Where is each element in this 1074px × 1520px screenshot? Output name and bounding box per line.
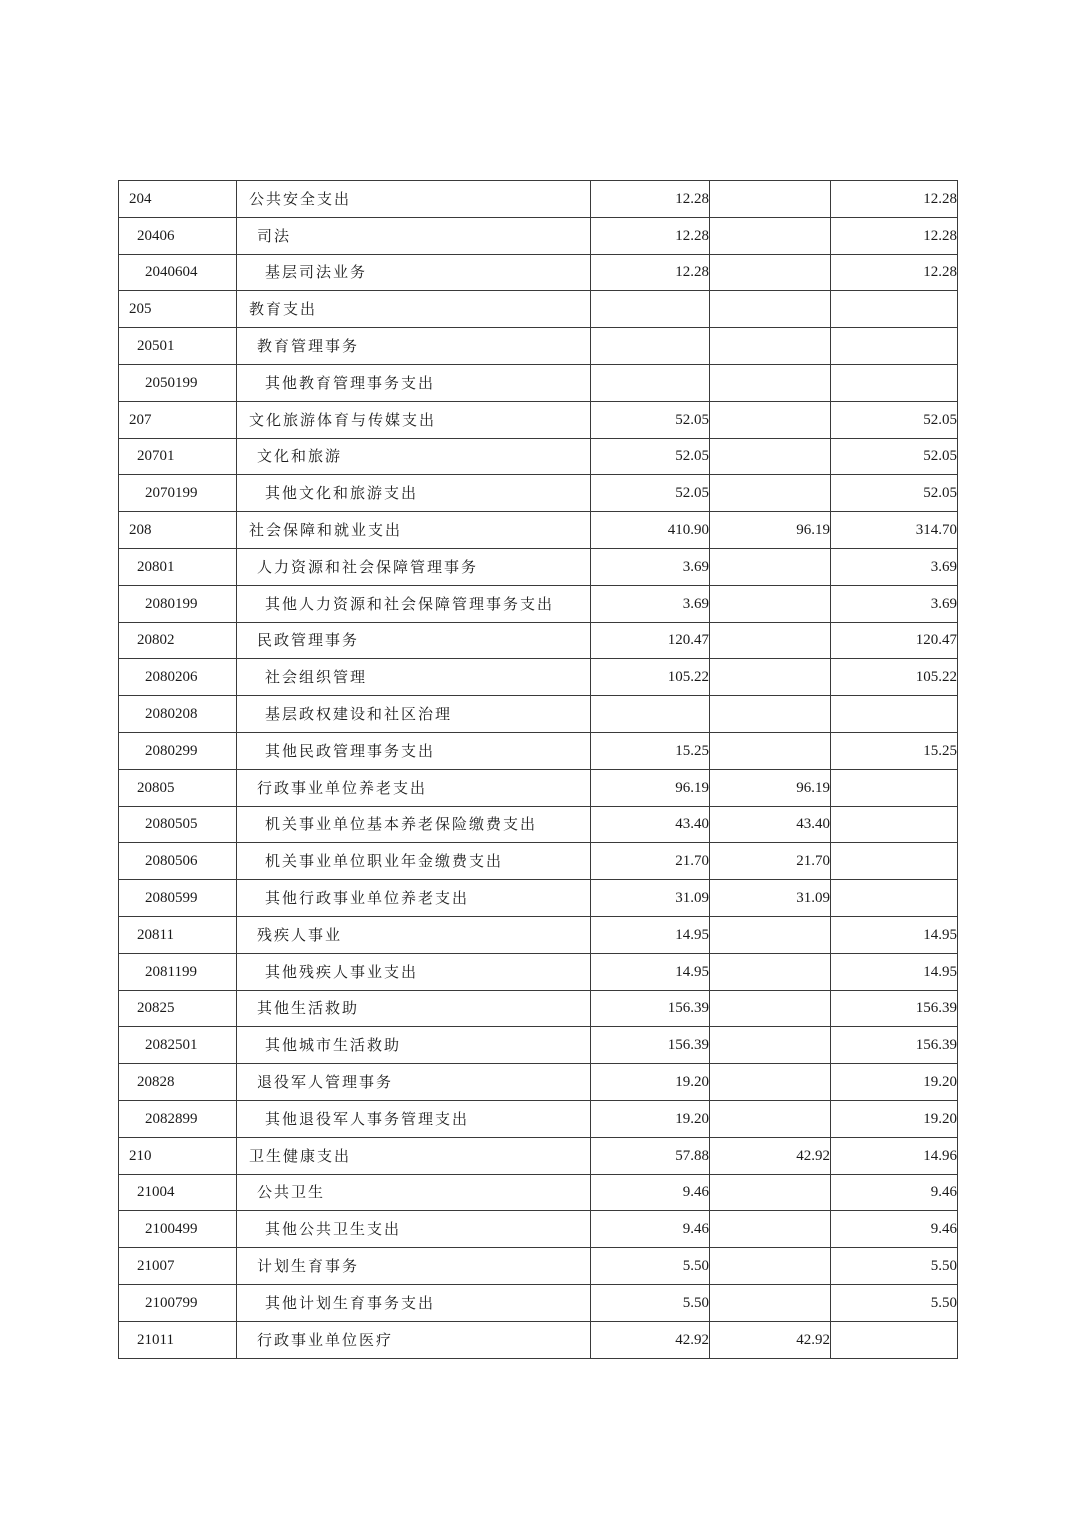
table-row [119,769,958,806]
amount-cell-2 [710,364,831,401]
subject-code-cell: 20828 [119,1064,237,1101]
amount-cell-2 [710,1064,831,1101]
subject-name-cell: 其他民政管理事务支出 [237,732,591,769]
subject-name-cell: 司法 [237,217,591,254]
amount-cell-1: 14.95 [591,953,710,990]
table-row [119,622,958,659]
subject-code-cell: 210 [119,1137,237,1174]
amount-cell-1: 12.28 [591,181,710,218]
subject-code-cell: 2080505 [119,806,237,843]
subject-name-cell: 公共安全支出 [237,181,591,218]
amount-cell-1: 19.20 [591,1064,710,1101]
subject-code-cell: 2081199 [119,953,237,990]
subject-name-cell: 其他公共卫生支出 [237,1211,591,1248]
amount-cell-2 [710,732,831,769]
amount-cell-3: 156.39 [831,1027,958,1064]
subject-name-cell: 社会组织管理 [237,659,591,696]
amount-cell-1: 52.05 [591,438,710,475]
amount-cell-2: 96.19 [710,769,831,806]
table-row [119,659,958,696]
amount-cell-2 [710,990,831,1027]
amount-cell-3 [831,1321,958,1358]
subject-code-cell: 207 [119,401,237,438]
amount-cell-3 [831,328,958,365]
amount-cell-1: 52.05 [591,401,710,438]
amount-cell-3: 105.22 [831,659,958,696]
table-row [119,696,958,733]
subject-code-cell: 20406 [119,217,237,254]
amount-cell-1: 19.20 [591,1100,710,1137]
amount-cell-3: 14.95 [831,953,958,990]
subject-name-cell: 其他残疾人事业支出 [237,953,591,990]
amount-cell-2 [710,1248,831,1285]
table-row [119,181,958,218]
subject-name-cell: 教育管理事务 [237,328,591,365]
subject-name-cell: 文化旅游体育与传媒支出 [237,401,591,438]
table-row [119,916,958,953]
amount-cell-3: 12.28 [831,254,958,291]
table-row [119,732,958,769]
amount-cell-2 [710,1027,831,1064]
amount-cell-3: 5.50 [831,1248,958,1285]
table-row [119,1321,958,1358]
amount-cell-2 [710,548,831,585]
amount-cell-2: 96.19 [710,512,831,549]
amount-cell-2 [710,438,831,475]
amount-cell-1: 156.39 [591,990,710,1027]
amount-cell-2: 42.92 [710,1137,831,1174]
amount-cell-2 [710,475,831,512]
subject-name-cell: 其他退役军人事务管理支出 [237,1100,591,1137]
amount-cell-3 [831,696,958,733]
amount-cell-3: 14.95 [831,916,958,953]
amount-cell-3 [831,291,958,328]
subject-name-cell: 其他城市生活救助 [237,1027,591,1064]
amount-cell-2 [710,1174,831,1211]
table-row [119,512,958,549]
amount-cell-1: 15.25 [591,732,710,769]
amount-cell-3: 314.70 [831,512,958,549]
amount-cell-1 [591,291,710,328]
amount-cell-3: 12.28 [831,217,958,254]
table-row [119,438,958,475]
table-row [119,585,958,622]
table-row [119,1100,958,1137]
subject-code-cell: 20805 [119,769,237,806]
amount-cell-1: 14.95 [591,916,710,953]
table-row [119,1211,958,1248]
amount-cell-3 [831,769,958,806]
table-row [119,880,958,917]
amount-cell-2 [710,916,831,953]
subject-code-cell: 2080208 [119,696,237,733]
amount-cell-1: 9.46 [591,1211,710,1248]
subject-name-cell: 其他计划生育事务支出 [237,1284,591,1321]
table-row [119,1174,958,1211]
amount-cell-1: 52.05 [591,475,710,512]
amount-cell-1: 3.69 [591,548,710,585]
amount-cell-2 [710,659,831,696]
expenditure-table-body [119,181,958,1359]
amount-cell-1: 12.28 [591,217,710,254]
subject-code-cell: 2080199 [119,585,237,622]
subject-code-cell: 2082899 [119,1100,237,1137]
table-row [119,806,958,843]
amount-cell-1: 12.28 [591,254,710,291]
amount-cell-1: 96.19 [591,769,710,806]
amount-cell-3: 52.05 [831,401,958,438]
table-row [119,364,958,401]
subject-code-cell: 20811 [119,916,237,953]
subject-code-cell: 2070199 [119,475,237,512]
subject-code-cell: 204 [119,181,237,218]
subject-name-cell: 公共卫生 [237,1174,591,1211]
amount-cell-3: 19.20 [831,1064,958,1101]
subject-code-cell: 2050199 [119,364,237,401]
subject-name-cell: 退役军人管理事务 [237,1064,591,1101]
table-row [119,1064,958,1101]
amount-cell-1: 105.22 [591,659,710,696]
amount-cell-3 [831,880,958,917]
amount-cell-2 [710,585,831,622]
amount-cell-3: 3.69 [831,585,958,622]
amount-cell-2 [710,328,831,365]
amount-cell-2: 21.70 [710,843,831,880]
subject-code-cell: 21004 [119,1174,237,1211]
amount-cell-2 [710,696,831,733]
amount-cell-1: 3.69 [591,585,710,622]
subject-name-cell: 计划生育事务 [237,1248,591,1285]
amount-cell-2 [710,291,831,328]
amount-cell-1: 42.92 [591,1321,710,1358]
subject-name-cell: 其他行政事业单位养老支出 [237,880,591,917]
table-row [119,548,958,585]
subject-code-cell: 2100499 [119,1211,237,1248]
expenditure-table [118,180,958,1359]
subject-name-cell: 其他文化和旅游支出 [237,475,591,512]
amount-cell-3: 9.46 [831,1211,958,1248]
subject-name-cell: 社会保障和就业支出 [237,512,591,549]
subject-code-cell: 20501 [119,328,237,365]
subject-name-cell: 行政事业单位医疗 [237,1321,591,1358]
amount-cell-3: 14.96 [831,1137,958,1174]
table-row [119,401,958,438]
subject-name-cell: 其他人力资源和社会保障管理事务支出 [237,585,591,622]
subject-code-cell: 20701 [119,438,237,475]
amount-cell-1: 156.39 [591,1027,710,1064]
subject-code-cell: 20801 [119,548,237,585]
subject-code-cell: 20802 [119,622,237,659]
amount-cell-1: 5.50 [591,1284,710,1321]
subject-name-cell: 文化和旅游 [237,438,591,475]
amount-cell-2 [710,1284,831,1321]
subject-name-cell: 其他生活救助 [237,990,591,1027]
table-row [119,1248,958,1285]
amount-cell-3: 120.47 [831,622,958,659]
subject-name-cell: 基层司法业务 [237,254,591,291]
subject-name-cell: 其他教育管理事务支出 [237,364,591,401]
subject-code-cell: 2080206 [119,659,237,696]
subject-code-cell: 20825 [119,990,237,1027]
subject-code-cell: 21007 [119,1248,237,1285]
amount-cell-1 [591,328,710,365]
amount-cell-2 [710,622,831,659]
amount-cell-2: 43.40 [710,806,831,843]
subject-code-cell: 208 [119,512,237,549]
amount-cell-2 [710,1100,831,1137]
amount-cell-3: 5.50 [831,1284,958,1321]
subject-code-cell: 2080599 [119,880,237,917]
table-row [119,328,958,365]
amount-cell-3: 12.28 [831,181,958,218]
amount-cell-1: 5.50 [591,1248,710,1285]
amount-cell-1: 31.09 [591,880,710,917]
amount-cell-1: 21.70 [591,843,710,880]
amount-cell-2 [710,953,831,990]
amount-cell-1: 410.90 [591,512,710,549]
table-row [119,1284,958,1321]
amount-cell-3 [831,806,958,843]
amount-cell-2 [710,401,831,438]
amount-cell-3: 52.05 [831,438,958,475]
table-row [119,254,958,291]
subject-name-cell: 基层政权建设和社区治理 [237,696,591,733]
amount-cell-3: 15.25 [831,732,958,769]
amount-cell-3 [831,843,958,880]
amount-cell-3 [831,364,958,401]
amount-cell-1 [591,696,710,733]
amount-cell-3: 52.05 [831,475,958,512]
table-row [119,217,958,254]
table-row [119,843,958,880]
amount-cell-3: 19.20 [831,1100,958,1137]
subject-code-cell: 21011 [119,1321,237,1358]
subject-name-cell: 机关事业单位基本养老保险缴费支出 [237,806,591,843]
subject-name-cell: 行政事业单位养老支出 [237,769,591,806]
amount-cell-1: 43.40 [591,806,710,843]
amount-cell-2: 42.92 [710,1321,831,1358]
amount-cell-2 [710,1211,831,1248]
subject-name-cell: 民政管理事务 [237,622,591,659]
table-row [119,291,958,328]
subject-name-cell: 教育支出 [237,291,591,328]
subject-code-cell: 2080506 [119,843,237,880]
subject-code-cell: 2080299 [119,732,237,769]
amount-cell-3: 156.39 [831,990,958,1027]
table-row [119,953,958,990]
amount-cell-3: 9.46 [831,1174,958,1211]
amount-cell-1: 9.46 [591,1174,710,1211]
amount-cell-1: 57.88 [591,1137,710,1174]
table-row [119,990,958,1027]
amount-cell-1: 120.47 [591,622,710,659]
subject-code-cell: 205 [119,291,237,328]
subject-code-cell: 2100799 [119,1284,237,1321]
subject-code-cell: 2040604 [119,254,237,291]
amount-cell-1 [591,364,710,401]
amount-cell-2 [710,254,831,291]
amount-cell-2: 31.09 [710,880,831,917]
table-row [119,475,958,512]
subject-name-cell: 机关事业单位职业年金缴费支出 [237,843,591,880]
subject-code-cell: 2082501 [119,1027,237,1064]
subject-name-cell: 残疾人事业 [237,916,591,953]
amount-cell-2 [710,181,831,218]
amount-cell-3: 3.69 [831,548,958,585]
subject-name-cell: 卫生健康支出 [237,1137,591,1174]
subject-name-cell: 人力资源和社会保障管理事务 [237,548,591,585]
amount-cell-2 [710,217,831,254]
table-row [119,1027,958,1064]
table-row [119,1137,958,1174]
